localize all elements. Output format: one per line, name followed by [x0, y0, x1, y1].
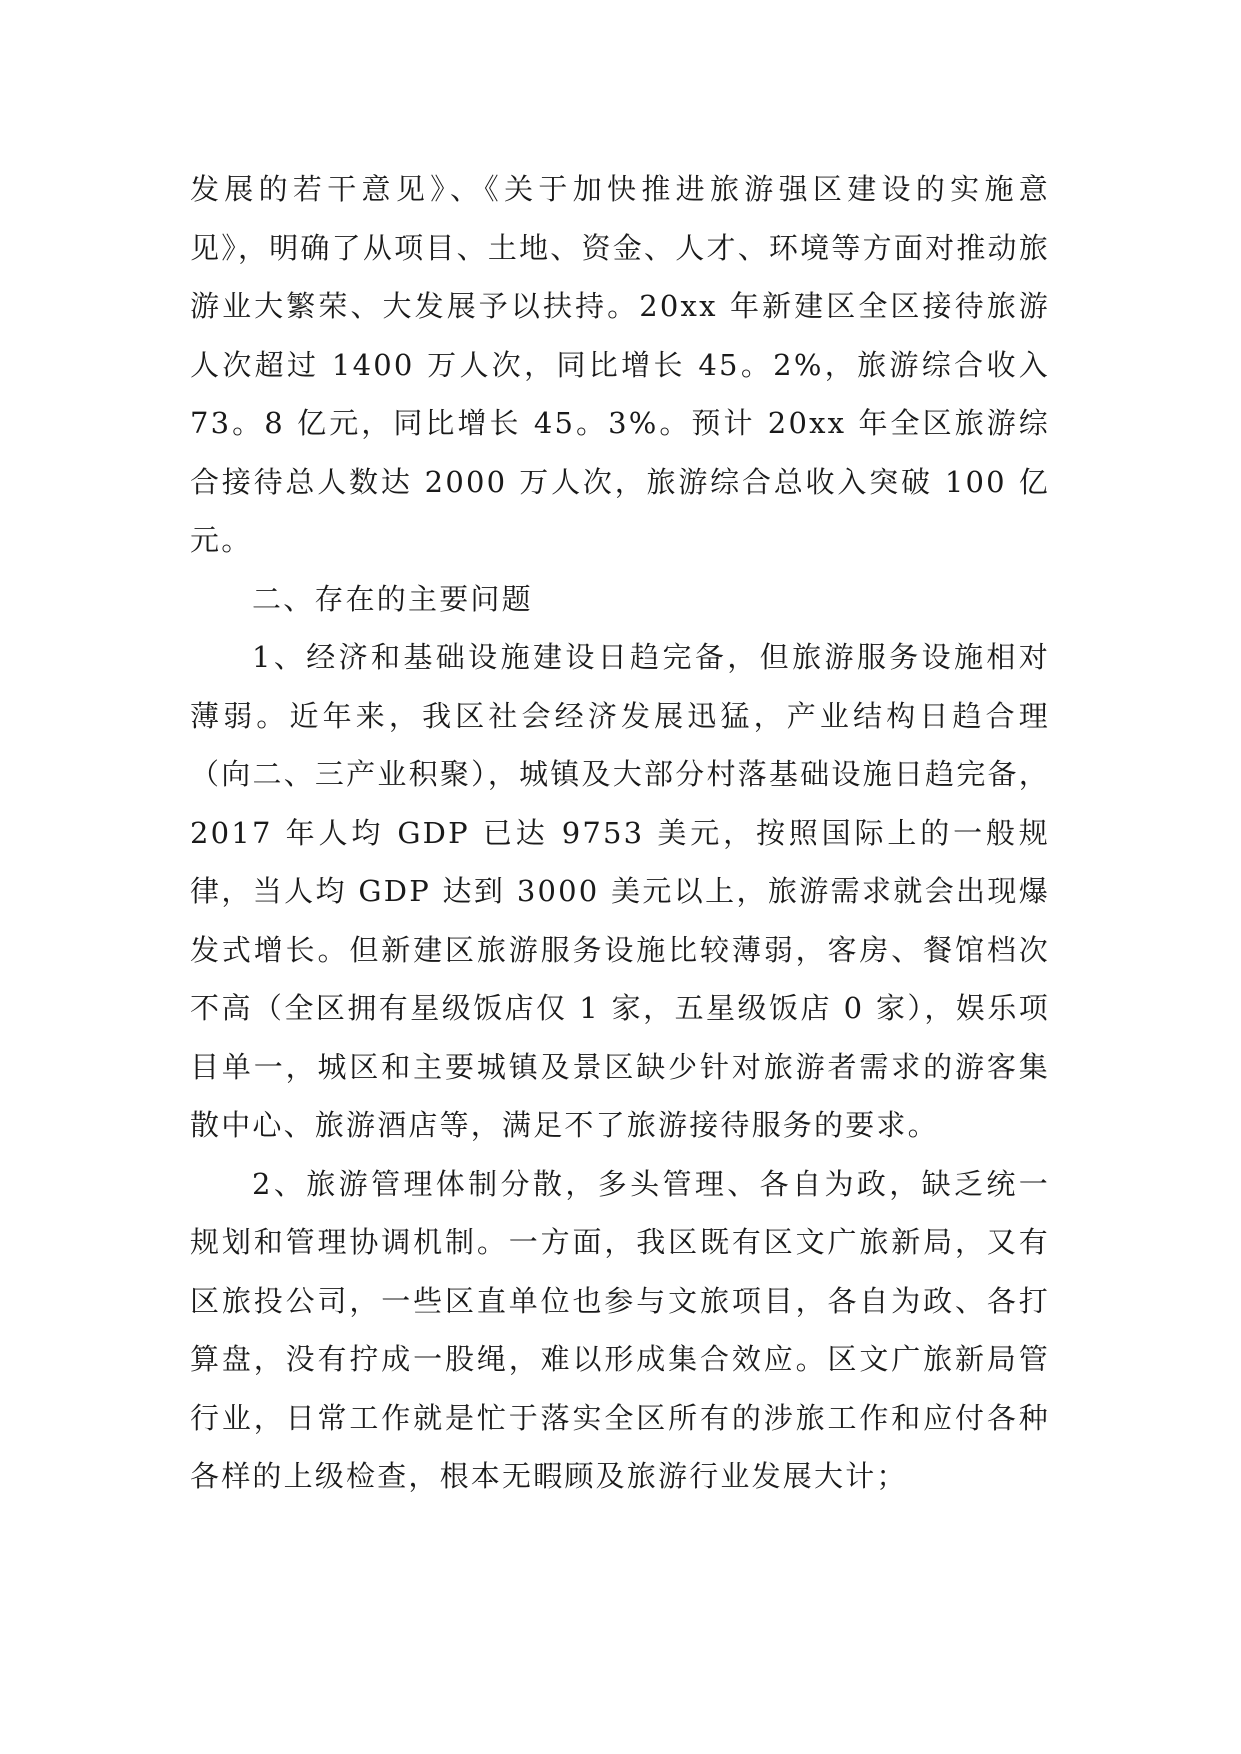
paragraph-problem-2: 2、旅游管理体制分散，多头管理、各自为政，缺乏统一规划和管理协调机制。一方面，我区既有区文广旅新局，又有区旅投公司，一些区直单位也参与文旅项目，各自为政、各打算盘，没有拧成一股绳，难以形成集合效应。区文广旅新局管行业，日常工作就是忙于落实全区所有的涉旅工作和应付各种各样的上级检查，根本无暇顾及旅游行业发展大计；: [190, 1166, 1050, 1493]
section-heading-main-problems: 二、存在的主要问题: [252, 581, 533, 616]
paragraph-intro-continued: 发展的若干意见》、《关于加快推进旅游强区建设的实施意见》，明确了从项目、土地、资金、人才、环境等方面对推动旅游业大繁荣、大发展予以扶持。20xx 年新建区全区接待旅游人次超过 1400 万人次，同比增长 45。2%，旅游综合收入 73。8 亿元，同比增长 45。3%。预计 20xx 年全区旅游综合接待总人数达 2000 万人次，旅游综合总收入突破 100 亿元。: [190, 172, 1050, 557]
paragraph-problem-1: 1、经济和基础设施建设日趋完备，但旅游服务设施相对薄弱。近年来，我区社会经济发展迅猛，产业结构日趋合理（向二、三产业积聚），城镇及大部分村落基础设施日趋完备，2017 年人均 GDP 已达 9753 美元，按照国际上的一般规律，当人均 GDP 达到 3000 美元以上，旅游需求就会出现爆发式增长。但新建区旅游服务设施比较薄弱，客房、餐馆档次不高（全区拥有星级饭店仅 1 家，五星级饭店 0 家），娱乐项目单一，城区和主要城镇及景区缺少针对旅游者需求的游客集散中心、旅游酒店等，满足不了旅游接待服务的要求。: [190, 640, 1050, 1142]
document-body: [190, 160, 1050, 1506]
